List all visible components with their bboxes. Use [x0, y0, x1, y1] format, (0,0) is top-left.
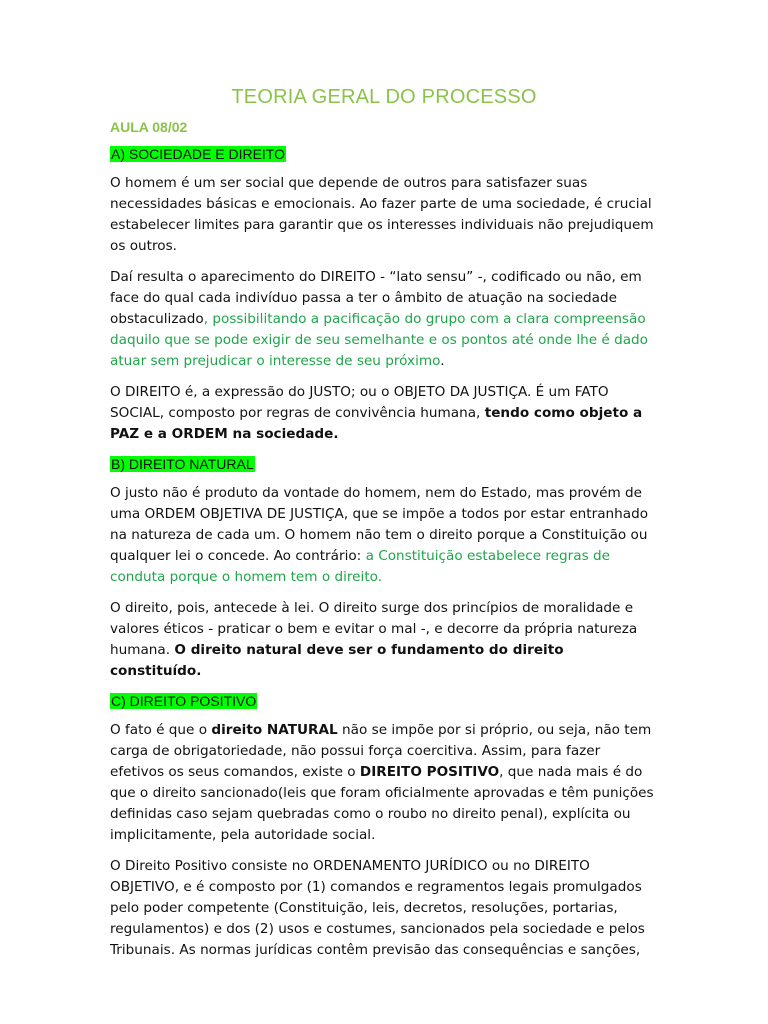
- text-run: não se impõe por si próprio, ou seja, não tem carga de obrigatoriedade, não possui força coercitiva. Assim, para fazer efetivos os seus comandos, existe o: [110, 722, 652, 780]
- text-run: O fato é que o: [110, 722, 212, 738]
- paragraph: [110, 483, 658, 588]
- section-heading-direito-positivo: [110, 692, 658, 710]
- paragraph: [110, 720, 658, 846]
- text-run: O direito, pois, antecede à lei. O direito surge dos princípios de moralidade e valores éticos - praticar o bem e evitar o mal -, e decorre da própria natureza humana.: [110, 600, 638, 658]
- paragraph: [110, 382, 658, 445]
- highlighted-green-text: a Constituição estabelece regras de conduta porque o homem tem o direito.: [110, 548, 610, 585]
- section-heading-text: C) DIREITO POSITIVO: [111, 693, 257, 709]
- text-run: Daí resulta o aparecimento do DIREITO - “lato sensu” -, codificado ou não, em face do qual cada indivíduo passa a ter o âmbito de atuação na sociedade obstaculizado: [110, 269, 642, 327]
- paragraph: O homem é um ser social que depende de outros para satisfazer suas necessidades básicas e emocionais. Ao fazer parte de uma sociedade, é crucial estabelecer limites para garantir que os interesses individuais não prejudiquem os outros.: [110, 175, 654, 254]
- highlighted-green-text: , possibilitando a pacificação do grupo com a clara compreensão daquilo que se pode exigir de seu semelhante e os pontos até onde lhe é dado atuar sem prejudicar o interesse de seu próximo: [110, 311, 648, 369]
- text-run: O justo não é produto da vontade do homem, nem do Estado, mas provém de uma ORDEM OBJETIVA DE JUSTIÇA, que se impõe a todos por estar entranhado na natureza de cada um. O homem não tem o direito porque a Constituição ou qualquer lei o concede. Ao contrário:: [110, 485, 649, 564]
- paragraph: O Direito Positivo consiste no ORDENAMENTO JURÍDICO ou no DIREITO OBJETIVO, e é composto por (1) comandos e regramentos legais promulgados pelo poder competente (Constituição, leis, decretos, resoluções, portarias, regulamentos) e dos (2) usos e costumes, sancionados pela sociedade e pelos Tribunais. As normas jurídicas contêm previsão das consequências e sanções,: [110, 858, 645, 958]
- text-run: , que nada mais é do que o direito sancionado(leis que foram oficialmente aprovadas e têm punições definidas caso sejam quebradas como o roubo no direito penal), explícita ou implicitamente, pela autoridade social.: [110, 764, 654, 843]
- lesson-label: AULA 08/02: [110, 119, 188, 135]
- paragraph: [110, 598, 658, 682]
- bold-text: tendo como objeto a PAZ e a ORDEM na sociedade.: [110, 405, 643, 442]
- bold-text: O direito natural deve ser o fundamento do direito constituído.: [110, 642, 564, 679]
- text-run: O DIREITO é, a expressão do JUSTO; ou o OBJETO DA JUSTIÇA. É um FATO SOCIAL, composto por regras de convivência humana,: [110, 384, 609, 421]
- section-heading-text: B) DIREITO NATURAL: [111, 456, 254, 472]
- document-title: TEORIA GERAL DO PROCESSO: [231, 86, 537, 108]
- text-run: .: [440, 353, 445, 369]
- section-heading-text: A) SOCIEDADE E DIREITO: [111, 146, 285, 162]
- section-heading-direito-natural: [110, 455, 658, 473]
- bold-text: direito NATURAL: [211, 722, 338, 738]
- section-heading-sociedade-e-direito: [110, 145, 658, 163]
- bold-text: DIREITO POSITIVO: [359, 764, 500, 780]
- paragraph: [110, 267, 658, 372]
